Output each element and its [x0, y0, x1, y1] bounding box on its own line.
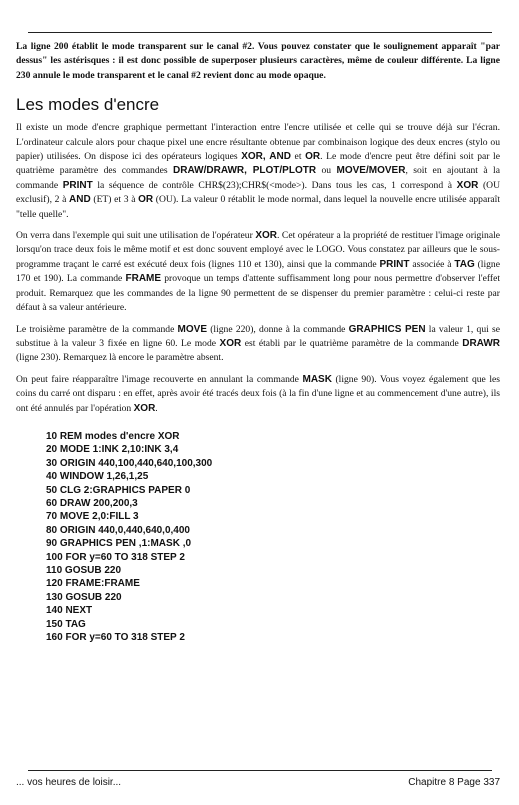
keyword: FRAME	[125, 273, 162, 285]
code-line: 60 DRAW 200,200,3	[46, 497, 138, 509]
page-content	[16, 40, 500, 644]
keyword: MOVE/MOVER	[336, 165, 406, 177]
code-line: 120 FRAME:FRAME	[46, 578, 140, 590]
code-line: 150 TAG	[46, 618, 86, 630]
paragraph-ink-modes: Il existe un mode d'encre graphique permettant l'interaction entre l'encre utilisée et celle qui se trouve déjà sur l'écran. L'ordinateur calcule alors pour chaque pixel une encre résultante obtenue par combinaison logique des deux encres (stylo ou papier) utilisées. On dispose ici des opérateurs logiques XOR, AND et OR. Le mode d'encre peut être défini soit par le quatrième paramètre des commandes DRAW/DRAWR, PLOT/PLOTR ou MOVE/MOVER, soit en ajoutant à la commande PRINT la séquence de contrôle CHR$(23);CHR$(<mode>). Dans tous les cas, 1 correspond à XOR (OU exclusif), 2 à AND (ET) et 3 à OR (OU). La valeur 0 rétablit le mode normal, dans lequel la nouvelle encre utilisée apparaît "telle quelle".	[16, 122, 501, 220]
keyword: XOR	[456, 179, 479, 191]
keyword: MOVE	[177, 323, 207, 335]
section-title: Les modes d'encre	[16, 95, 160, 115]
paragraph-mask: On peut faire réapparaître l'image recouverte en annulant la commande MASK (ligne 90). Vous voyez également que les coins du carré ont disparu : en effet, après avoir été tracés deux fois (à la fin d'une ligne et au commencement d'une autre), ils ont été annulés par l'opération XOR.	[16, 373, 500, 414]
footer-left: ... vos heures de loisir...	[16, 777, 122, 788]
keyword: XOR	[219, 337, 242, 349]
keyword: XOR, AND	[241, 151, 291, 163]
keyword: PRINT	[379, 258, 410, 270]
code-line: 80 ORIGIN 440,0,440,640,0,400	[46, 524, 190, 536]
intro-paragraph: La ligne 200 établit le mode transparent sur le canal #2. Vous pouvez constater que le soulignement apparaît "par dessus" les astérisques : il est donc possible de superposer plusieurs caractères, même de couleur différente. La ligne 230 annule le mode transparent et le canal #2 revient donc au mode opaque.	[16, 41, 500, 81]
keyword: XOR	[255, 230, 277, 242]
code-line: 30 ORIGIN 440,100,440,640,100,300	[46, 457, 213, 469]
keyword: DRAWR	[462, 337, 501, 349]
top-rule	[28, 32, 492, 33]
keyword: MASK	[302, 373, 332, 385]
code-listing	[46, 430, 500, 645]
keyword: XOR	[133, 402, 156, 414]
keyword: OR	[138, 194, 154, 206]
code-line: 90 GRAPHICS PEN ,1:MASK ,0	[46, 538, 192, 550]
paragraph-xor-example: On verra dans l'exemple qui suit une utilisation de l'opérateur XOR. Cet opérateur a la propriété de restituer l'image originale lorsqu'on trace deux fois le même motif et est donc souvent employé avec le LOGO. Vous constatez par ailleurs que le sous-programme traçant le carré est exécuté deux fois (lignes 110 et 130), ainsi que la commande PRINT associée à TAG (ligne 170 et 190). La commande FRAME provoque un temps d'attente suffisamment long pour nous permettre d'observer l'effet produit. Remarquez que les commandes de la ligne 90 permettent de se dispenser du premier paramètre : celui-ci reste par défaut à sa valeur antérieure.	[16, 230, 500, 314]
keyword: OR	[305, 151, 321, 163]
paragraph-move-parameter: Le troisième paramètre de la commande MOVE (ligne 220), donne à la commande GRAPHICS PEN la valeur 1, qui se substitue à la valeur 3 fixée en ligne 60. Le mode XOR est établi par le quatrième paramètre de la commande DRAWR (ligne 230). Remarquez là encore le paramètre absent.	[16, 323, 501, 364]
page-footer	[16, 776, 500, 790]
keyword: TAG	[454, 258, 475, 270]
code-line: 130 GOSUB 220	[46, 591, 122, 603]
code-line: 10 REM modes d'encre XOR	[46, 430, 180, 442]
code-line: 20 MODE 1:INK 2,10:INK 3,4	[46, 444, 179, 456]
keyword: GRAPHICS PEN	[348, 323, 426, 335]
bottom-rule	[28, 770, 492, 771]
code-line: 160 FOR y=60 TO 318 STEP 2	[46, 632, 185, 644]
code-line: 140 NEXT	[46, 605, 93, 617]
code-line: 70 MOVE 2,0:FILL 3	[46, 511, 139, 523]
footer-page-number: Chapitre 8 Page 337	[408, 777, 500, 788]
code-line: 50 CLG 2:GRAPHICS PAPER 0	[46, 484, 191, 496]
code-line: 110 GOSUB 220	[46, 565, 122, 576]
keyword: PRINT	[62, 179, 93, 191]
keyword: AND	[69, 194, 91, 206]
code-line: 100 FOR y=60 TO 318 STEP 2	[46, 551, 185, 563]
code-line: 40 WINDOW 1,26,1,25	[46, 471, 149, 483]
keyword: DRAW/DRAWR, PLOT/PLOTR	[173, 165, 317, 177]
